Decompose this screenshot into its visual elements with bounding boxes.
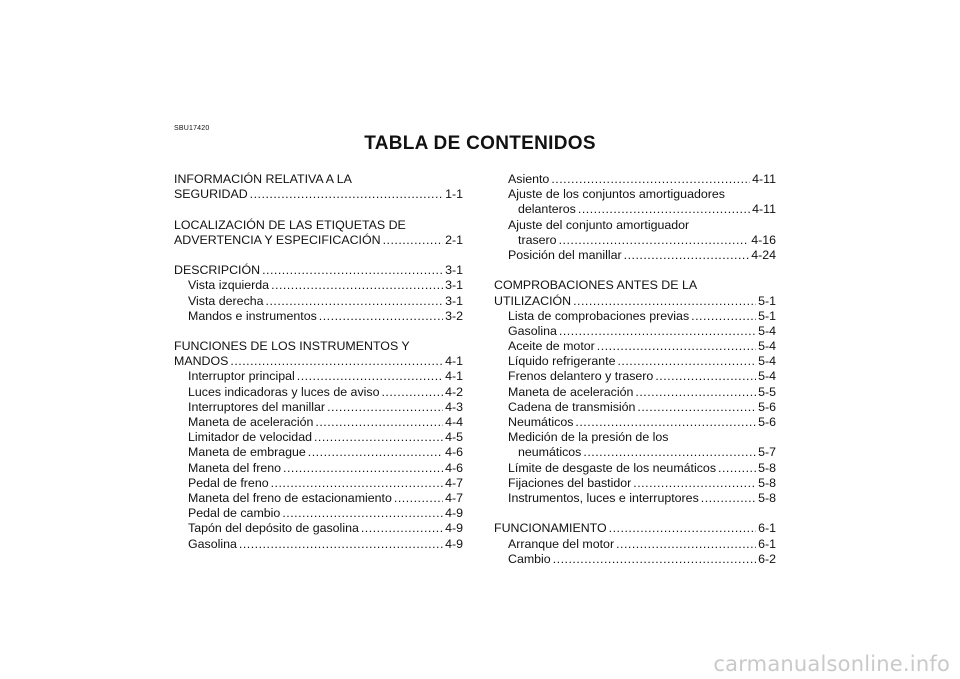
toc-leader-dots xyxy=(617,354,756,369)
toc-leader-dots xyxy=(718,461,756,476)
toc-leader-dots xyxy=(559,233,750,248)
toc-entry-title: FUNCIONAMIENTO xyxy=(494,521,607,536)
toc-leader-dots xyxy=(315,415,443,430)
toc-entry[interactable] xyxy=(174,415,463,430)
toc-leader-dots xyxy=(583,445,756,460)
toc-leader-dots xyxy=(633,476,756,491)
toc-entry-title: Líquido refrigerante xyxy=(508,354,616,369)
toc-entry-page: 6-1 xyxy=(758,521,776,536)
toc-entry-page: 4-11 xyxy=(752,202,776,217)
toc-entry-title: Límite de desgaste de los neumáticos xyxy=(508,460,717,475)
document-code: SBU17420 xyxy=(174,125,210,132)
toc-spacer xyxy=(174,248,463,263)
toc-entry[interactable] xyxy=(494,324,776,339)
toc-leader-dots xyxy=(297,369,443,384)
toc-entry-page: 2-1 xyxy=(445,232,463,247)
toc-entry[interactable] xyxy=(174,354,463,369)
toc-entry-page: 5-8 xyxy=(758,460,776,475)
toc-entry[interactable] xyxy=(494,537,776,552)
toc-entry[interactable] xyxy=(494,521,776,536)
toc-entry-page: 5-6 xyxy=(758,399,776,414)
toc-entry-title: Maneta de embrague xyxy=(188,445,306,460)
toc-entry-title: Cadena de transmisión xyxy=(508,399,636,414)
toc-entry-page: 4-3 xyxy=(445,399,463,414)
toc-leader-dots xyxy=(559,324,756,339)
toc-entry[interactable] xyxy=(494,233,776,248)
toc-entry[interactable] xyxy=(174,521,463,536)
toc-leader-dots xyxy=(239,537,443,552)
toc-entry-page: 6-1 xyxy=(758,536,776,551)
toc-entry-page: 3-1 xyxy=(445,278,463,293)
toc-entry-page: 5-4 xyxy=(758,354,776,369)
toc-leader-dots xyxy=(637,400,756,415)
toc-entry-page: 4-7 xyxy=(445,490,463,505)
toc-heading-line: COMPROBACIONES ANTES DE LA xyxy=(494,278,698,293)
toc-entry-title: Maneta de aceleración xyxy=(508,384,634,399)
toc-entry-title: trasero xyxy=(518,232,557,247)
toc-entry-title: Aceite de motor xyxy=(508,339,595,354)
toc-entry[interactable] xyxy=(494,354,776,369)
toc-leader-dots xyxy=(319,309,443,324)
toc-entry-title: SEGURIDAD xyxy=(174,187,248,202)
toc-entry-title: Vista derecha xyxy=(188,293,264,308)
toc-heading-line: INFORMACIÓN RELATIVA A LA xyxy=(174,172,352,186)
toc-leader-dots xyxy=(271,278,443,293)
toc-entry-title: MANDOS xyxy=(174,354,229,369)
toc-entry-title: DESCRIPCIÓN xyxy=(174,263,261,278)
toc-entry[interactable] xyxy=(494,461,776,476)
toc-heading-line: Medición de la presión de los xyxy=(508,430,669,445)
toc-entry-page: 5-8 xyxy=(758,490,776,505)
toc-entry[interactable] xyxy=(494,415,776,430)
toc-leader-dots xyxy=(314,430,443,445)
toc-entry-title: Arranque del motor xyxy=(508,536,615,551)
toc-leader-dots xyxy=(283,461,443,476)
toc-entry[interactable] xyxy=(174,506,463,521)
toc-entry[interactable] xyxy=(174,491,463,506)
toc-column-left xyxy=(174,172,463,552)
toc-leader-dots xyxy=(271,476,443,491)
toc-spacer xyxy=(174,202,463,217)
toc-entry[interactable] xyxy=(494,400,776,415)
toc-entry-page: 5-4 xyxy=(758,339,776,354)
toc-entry-title: delanteros xyxy=(518,202,576,217)
toc-entry-title: Mandos e instrumentos xyxy=(188,308,317,323)
toc-entry-title: Posición del manillar xyxy=(508,247,622,262)
toc-entry[interactable] xyxy=(494,248,776,263)
toc-entry-page: 4-7 xyxy=(445,475,463,490)
toc-entry-title: Asiento xyxy=(508,172,550,186)
toc-entry[interactable] xyxy=(494,339,776,354)
toc-entry-title: Gasolina xyxy=(508,323,557,338)
toc-entry[interactable] xyxy=(174,309,463,324)
toc-entry[interactable] xyxy=(494,309,776,324)
toc-leader-dots xyxy=(308,445,443,460)
toc-entry[interactable] xyxy=(494,445,776,460)
toc-entry-title: Limitador de velocidad xyxy=(188,430,312,445)
toc-entry-title: Maneta del freno de estacionamiento xyxy=(188,490,392,505)
toc-entry-title: Interruptores del manillar xyxy=(188,399,326,414)
toc-leader-dots xyxy=(327,400,443,415)
toc-leader-dots xyxy=(262,263,443,278)
toc-leader-dots xyxy=(616,537,756,552)
watermark-text: carmanualsonline.info xyxy=(713,652,950,676)
toc-entry-page: 5-8 xyxy=(758,475,776,490)
toc-entry-page: 4-1 xyxy=(445,354,463,369)
toc-entry[interactable] xyxy=(494,385,776,400)
toc-heading-line: LOCALIZACIÓN DE LAS ETIQUETAS DE xyxy=(174,217,406,232)
toc-leader-dots xyxy=(551,172,750,187)
toc-entry-title: UTILIZACIÓN xyxy=(494,293,572,308)
toc-entry-page: 4-9 xyxy=(445,506,463,521)
toc-entry-title: Maneta de aceleración xyxy=(188,415,314,429)
toc-entry-title: Neumáticos xyxy=(508,415,574,429)
toc-entry-page: 4-9 xyxy=(445,521,463,536)
toc-entry-title: Frenos delantero y trasero xyxy=(508,369,654,384)
toc-entry-page: 4-6 xyxy=(445,460,463,475)
toc-leader-dots xyxy=(230,354,443,369)
toc-entry-page: 5-1 xyxy=(758,308,776,323)
toc-entry-title: Luces indicadoras y luces de aviso xyxy=(188,384,380,399)
toc-entry-page: 4-2 xyxy=(445,384,463,399)
toc-heading-line: FUNCIONES DE LOS INSTRUMENTOS Y xyxy=(174,339,410,354)
toc-entry-title: Fijaciones del bastidor xyxy=(508,475,632,490)
toc-entry-title: ADVERTENCIA Y ESPECIFICACIÓN xyxy=(174,232,381,247)
toc-heading-line: Ajuste de los conjuntos amortiguadores xyxy=(508,187,725,202)
toc-entry[interactable] xyxy=(494,202,776,217)
toc-leader-dots xyxy=(282,506,443,521)
toc-entry[interactable] xyxy=(494,552,776,567)
toc-entry-page: 3-2 xyxy=(445,308,463,323)
toc-entry-page: 4-1 xyxy=(445,369,463,384)
toc-entry-page: 5-7 xyxy=(758,445,776,460)
toc-entry-page: 5-5 xyxy=(758,384,776,399)
toc-spacer xyxy=(494,506,776,521)
toc-entry[interactable] xyxy=(174,294,463,309)
toc-entry-page: 4-6 xyxy=(445,445,463,460)
toc-leader-dots xyxy=(381,385,443,400)
toc-leader-dots xyxy=(635,385,756,400)
toc-leader-dots xyxy=(609,521,756,536)
toc-entry-page: 4-5 xyxy=(445,430,463,445)
toc-entry[interactable] xyxy=(494,172,776,187)
toc-leader-dots xyxy=(394,491,443,506)
toc-entry-title: Pedal de cambio xyxy=(188,506,281,521)
toc-entry[interactable] xyxy=(174,187,463,202)
toc-entry[interactable] xyxy=(174,537,463,552)
toc-entry-page: 4-4 xyxy=(445,415,463,429)
toc-entry-title: Lista de comprobaciones previas xyxy=(508,308,690,323)
toc-entry[interactable] xyxy=(174,233,463,248)
toc-column-right xyxy=(494,172,776,567)
toc-entry[interactable] xyxy=(174,278,463,293)
toc-entry-page: 4-9 xyxy=(445,536,463,551)
toc-leader-dots xyxy=(553,552,756,567)
toc-entry[interactable] xyxy=(494,476,776,491)
toc-leader-dots xyxy=(573,294,756,309)
toc-entry-page: 3-1 xyxy=(445,293,463,308)
toc-leader-dots xyxy=(383,233,444,248)
toc-entry[interactable] xyxy=(174,476,463,491)
page-title: TABLA DE CONTENIDOS xyxy=(364,133,596,154)
toc-entry-page: 4-11 xyxy=(752,172,776,186)
toc-entry-title: Maneta del freno xyxy=(188,460,281,475)
toc-leader-dots xyxy=(691,309,756,324)
toc-entry[interactable] xyxy=(494,294,776,309)
toc-leader-dots xyxy=(250,187,443,202)
toc-leader-dots xyxy=(597,339,756,354)
toc-entry-page: 5-6 xyxy=(758,415,776,429)
toc-leader-dots xyxy=(655,369,756,384)
toc-entry-page: 5-4 xyxy=(758,323,776,338)
toc-leader-dots xyxy=(361,521,443,536)
toc-entry-title: neumáticos xyxy=(518,445,582,460)
toc-leader-dots xyxy=(578,202,750,217)
toc-entry-title: Gasolina xyxy=(188,536,237,551)
toc-entry[interactable] xyxy=(494,369,776,384)
toc-entry-page: 3-1 xyxy=(445,263,463,278)
toc-entry[interactable] xyxy=(174,445,463,460)
toc-entry[interactable] xyxy=(494,491,776,506)
toc-leader-dots xyxy=(624,248,750,263)
toc-entry[interactable] xyxy=(174,400,463,415)
toc-leader-dots xyxy=(575,415,756,430)
toc-entry-title: Instrumentos, luces e interruptores xyxy=(508,490,699,505)
toc-entry-title: Pedal de freno xyxy=(188,475,269,490)
toc-entry[interactable] xyxy=(174,385,463,400)
toc-entry-title: Cambio xyxy=(508,551,551,566)
toc-entry-page: 4-16 xyxy=(751,232,776,247)
toc-entry[interactable] xyxy=(174,461,463,476)
toc-spacer xyxy=(494,263,776,278)
toc-entry-page: 6-2 xyxy=(758,551,776,566)
toc-spacer xyxy=(174,324,463,339)
toc-entry-page: 5-4 xyxy=(758,369,776,384)
toc-entry-page: 1-1 xyxy=(445,187,463,202)
toc-entry-title: Vista izquierda xyxy=(188,278,270,293)
toc-entry[interactable] xyxy=(174,369,463,384)
toc-leader-dots xyxy=(266,294,444,309)
toc-entry[interactable] xyxy=(174,430,463,445)
toc-entry[interactable] xyxy=(174,263,463,278)
toc-entry-page: 4-24 xyxy=(751,247,776,262)
toc-heading-line: Ajuste del conjunto amortiguador xyxy=(508,217,690,232)
toc-entry-page: 5-1 xyxy=(758,293,776,308)
toc-entry-title: Tapón del depósito de gasolina xyxy=(188,521,359,536)
toc-leader-dots xyxy=(701,491,756,506)
toc-entry-title: Interruptor principal xyxy=(188,369,295,384)
